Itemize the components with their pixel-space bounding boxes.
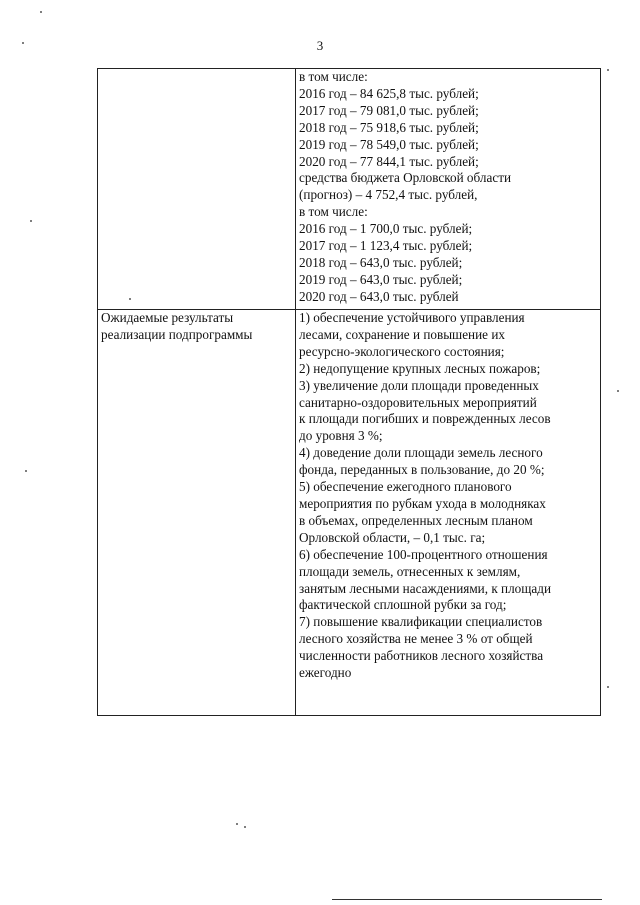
row2-value-cell <box>296 310 601 716</box>
text-line: ресурсно-экологического состояния; <box>299 343 505 359</box>
text-line: 2) недопущение крупных лесных пожаров; <box>299 360 541 376</box>
text-line: фактической сплошной рубки за год; <box>299 597 507 613</box>
text-line: 2019 год – 78 549,0 тыс. рублей; <box>299 136 479 152</box>
text-line: фонда, переданных в пользование, до 20 %; <box>299 462 545 478</box>
text-line: в том числе: <box>299 204 368 220</box>
text-line: 2019 год – 643,0 тыс. рублей; <box>299 271 463 287</box>
text-line: 6) обеспечение 100-процентного отношения <box>299 546 548 562</box>
scan-speck <box>244 826 246 828</box>
text-line: 4) доведение доли площади земель лесного <box>299 445 543 461</box>
text-line: занятым лесными насаждениями, к площади <box>299 580 552 596</box>
text-line: 5) обеспечение ежегодного планового <box>299 479 512 495</box>
footer-rule <box>332 899 602 900</box>
table-row-financing <box>98 69 601 310</box>
text-line: 3) увеличение доли площади проведенных <box>299 377 539 393</box>
scan-speck <box>30 220 32 222</box>
text-line: санитарно-оздоровительных мероприятий <box>299 394 537 410</box>
scan-speck <box>607 69 609 71</box>
text-line: 2018 год – 75 918,6 тыс. рублей; <box>299 119 479 135</box>
row2-label-cell <box>98 310 296 716</box>
text-line: средства бюджета Орловской области <box>299 170 512 186</box>
text-line: Орловской области, – 0,1 тыс. га; <box>299 529 486 545</box>
label-line: Ожидаемые результаты <box>101 310 234 325</box>
text-line: (прогноз) – 4 752,4 тыс. рублей, <box>299 187 478 203</box>
scan-speck <box>617 390 619 392</box>
text-line: 2020 год – 643,0 тыс. рублей <box>299 288 459 304</box>
text-line: 2020 год – 77 844,1 тыс. рублей; <box>299 153 479 169</box>
scan-speck <box>40 11 42 13</box>
text-line: в объемах, определенных лесным планом <box>299 512 533 528</box>
text-line: 2017 год – 79 081,0 тыс. рублей; <box>299 102 479 118</box>
passport-table <box>97 68 601 716</box>
text-line: 2016 год – 84 625,8 тыс. рублей; <box>299 85 479 101</box>
text-line: 1) обеспечение устойчивого управления <box>299 310 525 325</box>
scan-speck <box>607 686 609 688</box>
scan-speck <box>22 42 24 44</box>
text-line: к площади погибших и поврежденных лесов <box>299 411 551 427</box>
page-number: 3 <box>316 38 324 53</box>
text-line: лесного хозяйства не менее 3 % от общей <box>299 631 533 647</box>
row1-label-cell <box>98 69 296 310</box>
text-line: 2016 год – 1 700,0 тыс. рублей; <box>299 221 473 237</box>
text-line: численности работников лесного хозяйства <box>299 648 544 664</box>
text-line: лесами, сохранение и повышение их <box>299 326 505 342</box>
table-row-expected-results <box>98 310 601 716</box>
row1-value-cell <box>296 69 601 310</box>
text-line: в том числе: <box>299 69 368 84</box>
text-line: мероприятия по рубкам ухода в молодняках <box>299 495 546 511</box>
text-line: 2017 год – 1 123,4 тыс. рублей; <box>299 238 473 254</box>
text-line: 2018 год – 643,0 тыс. рублей; <box>299 254 463 270</box>
text-line: 7) повышение квалификации специалистов <box>299 614 543 630</box>
scan-speck <box>25 470 27 472</box>
text-line: площади земель, отнесенных к землям, <box>299 563 521 579</box>
scan-speck <box>236 823 238 825</box>
label-line: реализации подпрограммы <box>101 326 253 342</box>
text-line: ежегодно <box>299 665 352 681</box>
text-line: до уровня 3 %; <box>299 428 383 444</box>
scan-speck <box>129 298 131 300</box>
